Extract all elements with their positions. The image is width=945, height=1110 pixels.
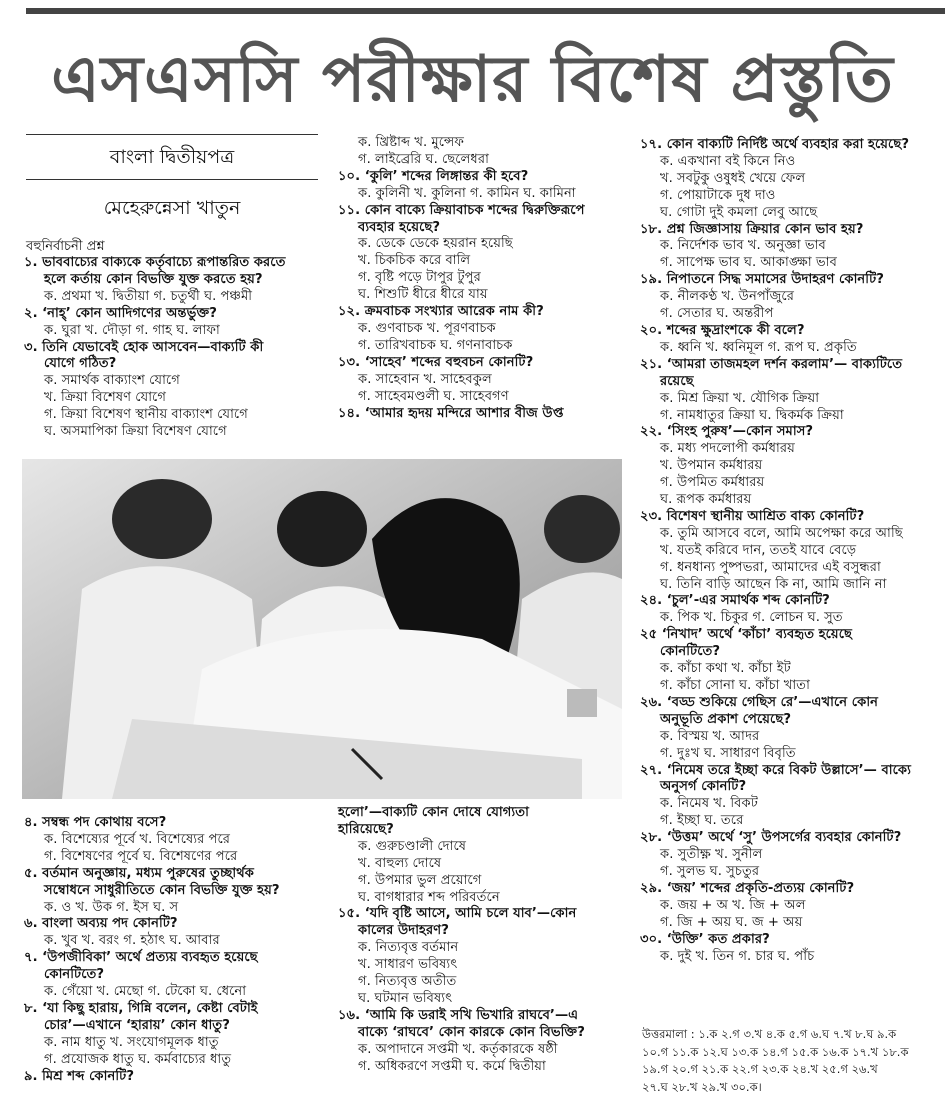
answer-option: ক. প্রথমা খ. দ্বিতীয়া গ. চতুর্থী ঘ. পঞ্চমী (44, 288, 253, 304)
answer-option: ক. নিত্যবৃত্ত বর্তমান (358, 940, 459, 956)
answer-option: ক. গুণবাচক খ. পূরণবাচক (358, 320, 496, 336)
question-line: ১১. কোন বাক্যে ক্রিয়াবাচক শব্দের দ্বিরুক্তিরূপে (338, 202, 585, 218)
question-line: ২৫ ‘নিখাদ’ অর্থে ‘কাঁচা’ ব্যবহৃত হয়েছে (640, 627, 852, 643)
question-line: ৬. বাংলা অব্যয় পদ কোনটি? (24, 916, 178, 932)
question-line: ৩০. ‘উক্তি’ কত প্রকার? (640, 931, 770, 947)
answer-option: গ. সাহেবমণ্ডলী ঘ. সাহেবগণ (358, 388, 509, 404)
answer-option: খ. সবটুকু ওষুধই খেয়ে ফেল (660, 170, 806, 186)
answer-option: ক. কুলিনী খ. কুলিনা গ. কামিন ঘ. কামিনা (358, 185, 576, 201)
answer-option: ক. সুতীক্ষ্ণ খ. সুনীল (660, 847, 763, 863)
answer-option: গ. ধনধান্য পুষ্পভরা, আমাদের এই বসুন্ধরা (660, 559, 881, 575)
answer-option: গ. জি + অয় ঘ. জ + অয় (660, 914, 803, 930)
answer-option: গ. প্রযোজক ধাতু ঘ. কর্মবাচ্যের ধাতু (44, 1051, 232, 1067)
question-line: কালের উদাহরণ? (358, 923, 449, 939)
answer-option: ক. মধ্য পদলোপী কর্মধারয় (660, 441, 795, 457)
question-line: ব্যবহার হয়েছে? (358, 219, 441, 235)
answer-option: ক. নাম ধাতু খ. সংযোগমূলক ধাতু (44, 1034, 219, 1050)
answer-option: ক. একখানা বই কিনে নিও (660, 153, 796, 169)
answer-key-line: উত্তরমালা : ১.ক ২.গ ৩.খ ৪.ক ৫.গ ৬.ঘ ৭.খ ৮.ঘ ৯.ক (642, 1027, 897, 1041)
answer-option: খ. যতই করিবে দান, ততই যাবে বেড়ে (660, 542, 857, 558)
answer-option: গ. দুঃখ ঘ. সাধারণ বিবৃতি (660, 745, 796, 761)
question-line: হলে কর্তায় কোন বিভক্তি যুক্ত করতে হয়? (44, 271, 263, 287)
question-line: ২৯. ‘জয়’ শব্দের প্রকৃতি-প্রত্যয় কোনটি? (640, 880, 855, 896)
answer-option: গ. সেতার ঘ. অন্তরীপ (660, 306, 774, 322)
answer-option: ক. নিমেষ খ. বিকট (660, 796, 758, 812)
column-3 (640, 137, 942, 965)
question-line: চোর’—এখানে ‘হারায়’ কোন ধাতু? (44, 1017, 230, 1033)
answer-option: ক. ঘুরা খ. দৌড়া গ. গাহ ঘ. লাফা (44, 322, 220, 338)
question-line: কোনটিতে? (44, 967, 105, 983)
answer-option: ক. সমার্থক বাক্যাংশ যোগে (44, 373, 180, 389)
answer-option: ক. জয় + অ খ. জি + অল (660, 897, 806, 913)
answer-option: গ. নামধাতুর ক্রিয়া ঘ. দ্বিকর্মক ক্রিয়া (660, 407, 844, 423)
top-rule (26, 8, 945, 14)
question-line: ১৩. ‘সাহেব’ শব্দের বহুবচন কোনটি? (338, 354, 534, 370)
answer-option: খ. চিকচিক করে বালি (358, 253, 471, 269)
answer-option: ক. খ্রিষ্টাব্দ খ. মুন্সেফ (358, 135, 465, 150)
answer-option: ঘ. রূপক কর্মধারয় (660, 492, 752, 508)
question-line: ৪. সম্বন্ধ পদ কোথায় বসে? (24, 815, 167, 830)
answer-option: গ. সাপেক্ষ ভাব ঘ. আকাঙ্ক্ষা ভাব (660, 255, 837, 271)
answer-option: গ. বিশেষণের পূর্বে ঘ. বিশেষণের পরে (44, 848, 238, 864)
answer-option: খ. উপমান কর্মধারয় (660, 458, 763, 474)
answer-option: গ. নিত্যবৃত্ত অতীত (358, 974, 457, 990)
question-line: ৭. ‘উপজীবিকা’ অর্থে প্রত্যয় ব্যবহৃত হয়েছে (24, 950, 258, 966)
answer-option: ক. পিক খ. চিকুর গ. লোচন ঘ. সুত (660, 610, 843, 626)
question-line: ২১. ‘আমরা তাজমহল দর্শন করলাম’— বাক্যটিতে (640, 356, 903, 372)
answer-option: গ. তারিখবাচক ঘ. গণনাবাচক (358, 337, 513, 353)
question-line: হারিয়েছে? (338, 821, 394, 837)
question-line: যোগে গঠিত? (44, 356, 117, 372)
question-line: সম্বোধনে সাধুরীতিতে কোন বিভক্তি যুক্ত হয়? (44, 882, 280, 898)
answer-option: গ. অধিকরণে সপ্তমী ঘ. কর্মে দ্বিতীয়া (358, 1058, 546, 1074)
question-line: ১৮. প্রশ্ন জিজ্ঞাসায় ক্রিয়ার কোন ভাব হয়? (640, 221, 864, 237)
column-1-bottom (24, 815, 334, 1086)
question-line: বাক্যে ‘রাঘবে’ কোন কারকে কোন বিভক্তি? (358, 1024, 585, 1040)
section-title: বহুনির্বাচনী প্রশ্ন (26, 239, 105, 254)
answer-option: গ. উপমার ভুল প্রয়োগে (358, 872, 482, 888)
answer-option: ক. খুব খ. বরং গ. হঠাৎ ঘ. আবার (44, 933, 220, 949)
masthead-title: এসএসসি পরীক্ষার বিশেষ প্রস্তুতি (51, 43, 894, 117)
answer-option: ঘ. অসমাপিকা ক্রিয়া বিশেষণ যোগে (44, 424, 227, 440)
question-line: ১. ভাববাচ্যের বাক্যকে কর্তৃবাচ্যে রূপান্তরিত করতে (24, 255, 286, 270)
question-line: হলো’—বাক্যটি কোন দোষে যোগ্যতা (338, 805, 529, 820)
question-line: অনুসর্গ কোনটি? (660, 779, 747, 795)
answer-option: খ. বাহুল্য দোষে (358, 855, 442, 871)
answer-option: ক. অপাদানে সপ্তমী খ. কর্তৃকারকে ষষ্ঠী (358, 1041, 558, 1057)
answer-key-line: ১০.গ ১১.ক ১২.ঘ ১৩.ক ১৪.গ ১৫.ক ১৬.ক ১৭.খ ১৮.ক (642, 1044, 909, 1059)
answer-option: ক. ও খ. উক গ. ইস ঘ. স (44, 899, 179, 915)
question-line: ১৬. ‘আমি কি ডরাই সখি ভিখারি রাঘবে’—এ (338, 1007, 579, 1023)
answer-option: ক. নীলকণ্ঠ খ. উনপাঁজুরে (660, 289, 794, 305)
answer-option: খ. সাধারণ ভবিষ্যৎ (358, 957, 458, 973)
question-line: ৮. ‘যা কিছু হারায়, গিন্নি বলেন, কেষ্টা বেটাই (24, 1000, 258, 1016)
subject-heading: বাংলা দ্বিতীয়পত্র (26, 134, 318, 180)
answer-option: ক. গেঁয়ো খ. মেছো গ. টেকো ঘ. ধেনো (44, 984, 247, 1000)
answer-option: ক. কাঁচা কথা খ. কাঁচা ইট (660, 661, 791, 677)
question-line: ২২. ‘সিংহ পুরুষ’—কোন সমাস? (640, 424, 814, 440)
answer-option: ঘ. গোটা দুই কমলা লেবু আছে (660, 204, 818, 220)
answer-option: ক. ধ্বনি খ. ধ্বনিমূল গ. রূপ ঘ. প্রকৃতি (660, 339, 857, 355)
question-line: ২৬. ‘বড্ড শুকিয়ে গেছিস রে’—এখানে কোন (640, 694, 879, 710)
question-line: ২৩. বিশেষণ স্থানীয় আশ্রিত বাক্য কোনটি? (640, 508, 865, 524)
question-line: ১৯. নিপাতনে সিদ্ধ সমাসের উদাহরণ কোনটি? (640, 272, 884, 288)
question-line: ১২. ক্রমবাচক সংখ্যার আরেক নাম কী? (338, 304, 544, 320)
answer-option: ক. বিস্ময় খ. আদর (660, 728, 760, 744)
answer-option: খ. ক্রিয়া বিশেষণ যোগে (44, 390, 166, 406)
question-line: ১৭. কোন বাক্যটি নির্দিষ্ট অর্থে ব্যবহার করা হয়েছে? (640, 137, 909, 152)
question-line: অনুভূতি প্রকাশ পেয়েছে? (660, 711, 791, 727)
answer-option: ঘ. ঘটমান ভবিষ্যৎ (358, 990, 453, 1006)
answer-option: ঘ. তিনি বাড়ি আছেন কি না, আমি জানি না (660, 576, 887, 592)
question-line: ২০. শব্দের ক্ষুদ্রাংশকে কী বলে? (640, 322, 805, 338)
question-line: রয়েছে (660, 373, 694, 389)
answer-option: ক. ডেকে ডেকে হয়রান হয়েছি (358, 236, 513, 252)
answer-option: ক. তুমি আসবে বলে, আমি অপেক্ষা করে আছি (660, 525, 903, 541)
question-line: ২৪. ‘চুল’-এর সমার্থক শব্দ কোনটি? (640, 593, 830, 609)
answer-option: ঘ. শিশুটি ধীরে ধীরে যায় (358, 287, 488, 303)
author-name: মেহেরুন্নেসা খাতুন (103, 197, 241, 219)
answer-option: গ. পোয়াটাকে দুধ দাও (660, 187, 776, 203)
column-2-bottom (338, 805, 628, 1076)
exam-hall-illustration (22, 459, 622, 799)
answer-option: গ. লাইব্রেরি ঘ. ছেলেধরা (358, 151, 489, 167)
answer-option: ক. দুই খ. তিন গ. চার ঘ. পাঁচ (660, 948, 815, 964)
answer-key-line: ১৯.গ ২০.গ ২১.ক ২২.গ ২৩.ক ২৪.খ ২৫.গ ২৬.খ (642, 1062, 878, 1076)
answer-key (642, 1026, 942, 1096)
question-line: ৩. তিনি যেভাবেই হোক আসবেন—বাক্যটি কী (24, 339, 264, 355)
exam-photo (22, 459, 622, 799)
answer-option: ঘ. বাগধারার শব্দ পরিবর্তনে (358, 889, 500, 905)
answer-option: গ. ইচ্ছা ঘ. তরে (660, 813, 744, 829)
question-line: ৫. বর্তমান অনুজ্ঞায়, মধ্যম পুরুষের তুচ্ছার্থক (24, 865, 255, 881)
column-2-top (338, 135, 628, 422)
answer-option: গ. বৃষ্টি পড়ে টাপুর টুপুর (358, 270, 481, 286)
question-line: ২. ‘নাহ্’ কোন আদিগণের অন্তর্ভুক্ত? (24, 305, 217, 321)
question-line: ২৮. ‘উত্তম’ অর্থে ‘সু’ উপসর্গের ব্যবহার কোনটি? (640, 830, 902, 846)
question-line: কোনটিতে? (660, 644, 721, 660)
answer-option: ক. মিশ্র ক্রিয়া খ. যৌগিক ক্রিয়া (660, 390, 820, 406)
question-line: ১৫. ‘যদি বৃষ্টি আসে, আমি চলে যাব’—কোন (338, 906, 577, 922)
question-line: ১৪. ‘আমার হৃদয় মন্দিরে আশার বীজ উপ্ত (338, 405, 564, 421)
answer-option: গ. সুলভ ঘ. সুচতুর (660, 863, 760, 879)
answer-option: ক. সাহেবান খ. সাহেবকুল (358, 371, 492, 387)
question-line: ৯. মিশ্র শব্দ কোনটি? (24, 1068, 134, 1084)
question-line: ১০. ‘কুলি’ শব্দের লিঙ্গান্তর কী হবে? (338, 168, 529, 184)
answer-option: গ. ক্রিয়া বিশেষণ স্থানীয় বাক্যাংশ যোগে (44, 407, 248, 423)
column-1-top (24, 255, 324, 441)
answer-option: ক. বিশেষ্যের পূর্বে খ. বিশেষ্যের পরে (44, 831, 231, 847)
answer-key-line: ২৭.ঘ ২৮.খ ২৯.খ ৩০.ক। (642, 1079, 762, 1094)
answer-option: গ. কাঁচা সোনা ঘ. কাঁচা খাতা (660, 678, 810, 693)
question-line: ২৭. ‘নিমেষ তরে ইচ্ছা করে বিকট উল্লাসে’— বাক্যে (640, 762, 911, 778)
answer-option: ক. গুরুচণ্ডালী দোষে (358, 838, 467, 854)
answer-option: গ. উপমিত কর্মধারয় (660, 475, 765, 491)
answer-option: ক. নির্দেশক ভাব খ. অনুজ্ঞা ভাব (660, 238, 826, 254)
